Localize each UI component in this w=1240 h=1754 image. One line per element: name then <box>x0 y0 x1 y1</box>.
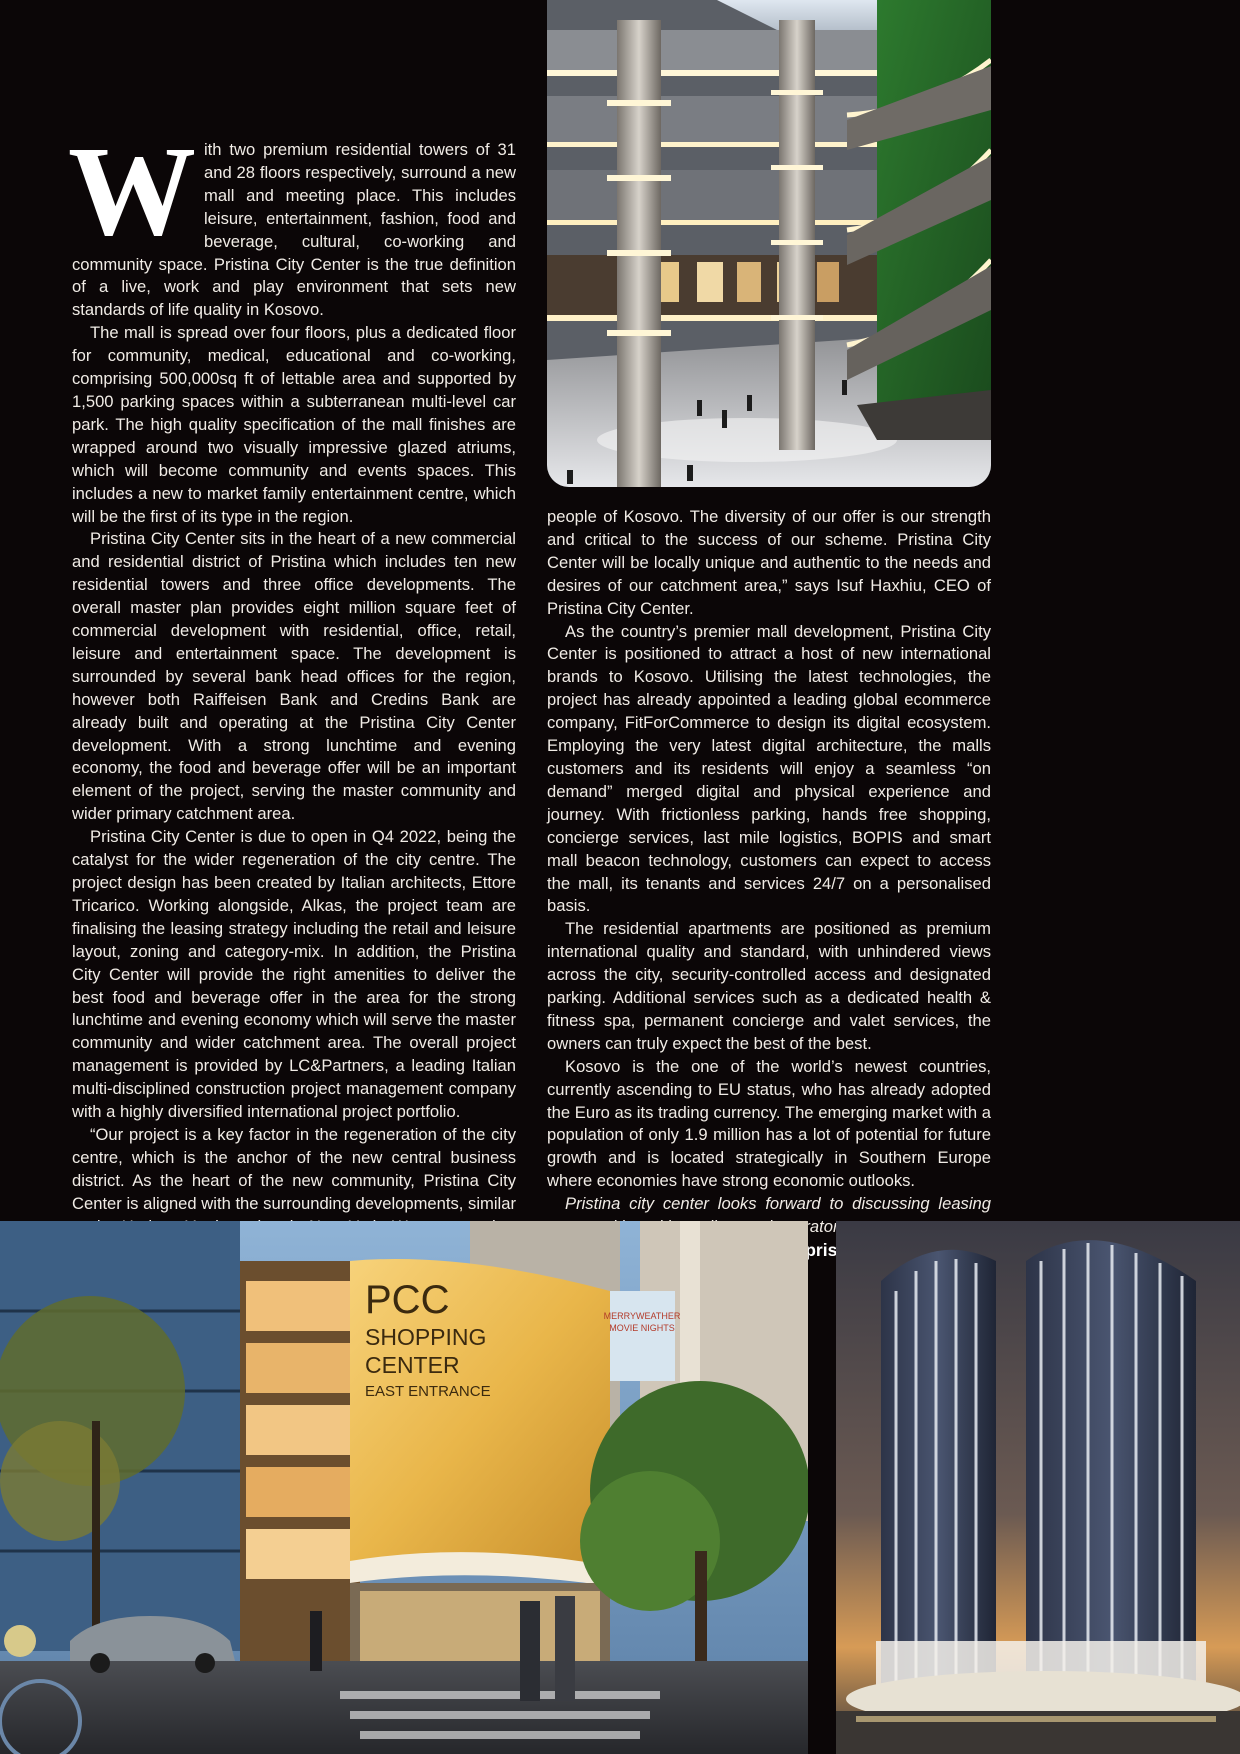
mall-exterior-image <box>0 1221 808 1754</box>
residential-towers-image <box>836 1221 1240 1754</box>
article-paragraph-3: Pristina City Center sits in the heart of a new commercial and residential district of Pristina which includes ten new residential towers and three office developments. The overall master plan provides eight million square feet of commercial development with residential, office, retail, leisure and entertainment space. The development is surrounded by several bank head offices for the region, however both Raiffeisen Bank and Credins Bank are already built and operating at the Pristina City Center development. With a strong lunchtime and evening economy, the food and beverage offer will be an important element of the project, serving the master community and wider primary catchment area. <box>72 529 516 824</box>
atrium-interior-image <box>547 0 991 487</box>
billboard-line-2: MOVIE NIGHTS <box>609 1323 675 1333</box>
article-column-left <box>68 120 516 1284</box>
mall-sign-line-1: PCC <box>365 1278 450 1322</box>
article-closing-italic: Pristina city center looks forward to discussing leasing operators. <box>565 1194 991 1237</box>
article-paragraph-6: As the country’s premier mall development, Pristina City Center is positioned to attract a host of new international brands to Kosovo. Utilising the latest technologies, the project has already appointed a leading global ecommerce company, FitForCommerce to design its digital ecosystem. Employing the very latest digital architecture, the malls customers and its residents will enjoy a seamless “on demand” merged digital and physical experience and journey. With frictionless parking, hands free shopping, concierge services, last mile logistics, BOPIS and smart mall beacon technology, customers can expect to access the mall, its tenants and services 24/7 on a personalised basis. <box>547 621 991 916</box>
mall-sign-line-4: EAST ENTRANCE <box>365 1383 491 1400</box>
article-paragraph-1 <box>68 120 516 322</box>
article-paragraph-7: The residential apartments are positioned as premium international quality and standard, with unhindered views across the city, security-controlled access and designated parking. Additional services such as a dedicated health & fitness spa, permanent concierge and valet services, the owners can truly expect the best of the best. <box>547 919 991 1053</box>
billboard-line-1: MERRYWEATHER <box>603 1311 681 1321</box>
mall-sign-line-2: SHOPPING <box>365 1324 487 1350</box>
dropcap-letter: W <box>68 120 196 262</box>
article-column-right <box>547 506 991 1262</box>
article-paragraph-8: Kosovo is the one of the world’s newest countries, currently ascending to EU status, who has already adopted the Euro as its trading currency. The emerging market with a population of only 1.9 million has a lot of potential for future growth and is located strategically in Southern Europe where economies have strong economic outlooks. <box>547 1056 991 1191</box>
paragraph-1-text: ith two premium residential towers of 31 and 28 floors respectively, surround a new mall and meeting place. This includes leisure, entertainment, fashion, food and beverage, cultural, co-working and community space. Pristina City Center is the true definition of a live, work and play environment that sets new standards of life quality in Kosovo. <box>72 140 516 320</box>
article-paragraph-4: Pristina City Center is due to open in Q4 2022, being the catalyst for the wider regeneration of the city centre. The project design has been created by Italian architects, Ettore Tricarico. Working alongside, Alkas, the project team are finalising the leasing strategy including the retail and leisure layout, zoning and category-mix. In addition, the Pristina City Center will provide the right amenities to deliver the best food and beverage offer in the area for the strong lunchtime and evening economy which will serve the master community and wider catchment area. The overall project management is provided by LC&Partners, a leading Italian multi-disciplined construction project management company with a highly diversified international project portfolio. <box>72 827 516 1122</box>
article-paragraph-2: The mall is spread over four floors, plus a dedicated floor for community, medical, educational and co-working, comprising 500,000sq ft of lettable area and supported by 1,500 parking spaces within a subterranean multi-level car park. The high quality specification of the mall finishes are wrapped around two visually impressive glazed atriums, which will become community and events spaces. This includes a new to market family entertainment centre, which will be the first of its type in the region. <box>72 323 516 526</box>
article-paragraph-5-end: people of Kosovo. The diversity of our offer is our strength and critical to the success of our scheme. Pristina City Center will be locally unique and authentic to the needs and desires of our catchment area,” says Isuf Haxhiu, CEO of Pristina City Center. <box>547 507 991 618</box>
mall-sign-line-3: CENTER <box>365 1352 460 1378</box>
article-paragraph-5-start: “Our project is a key factor in the regeneration of the city centre, which is the anchor of the new central business district. As the heart of the new community, Pristina City Center is aligned with the surrounding developments, similar <box>72 1124 516 1213</box>
